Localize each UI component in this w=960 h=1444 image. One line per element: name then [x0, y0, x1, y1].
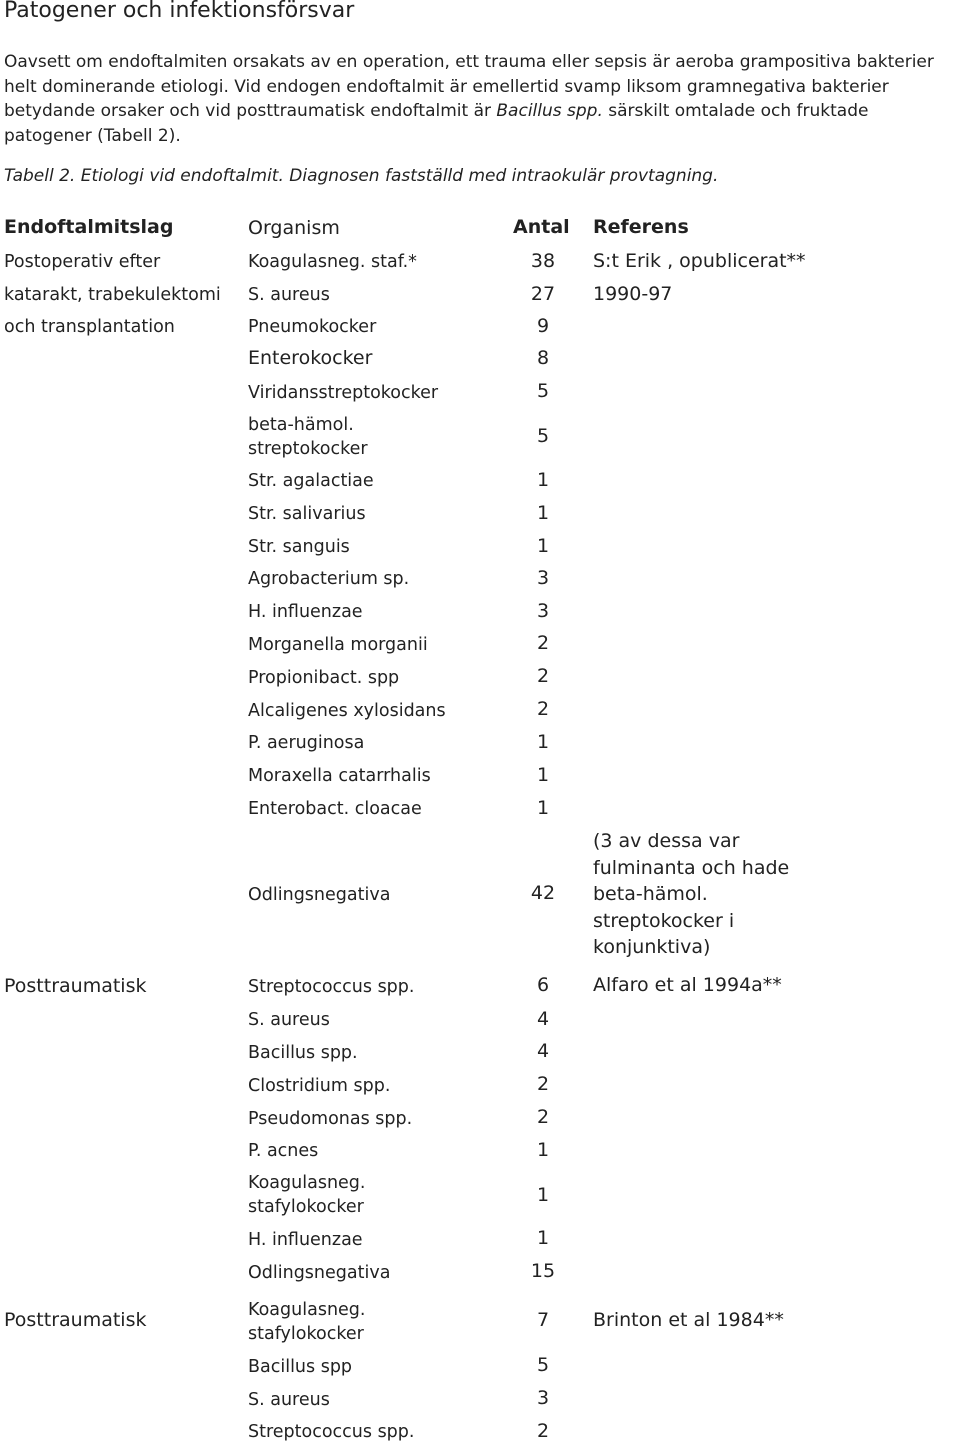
group1-count: 1	[536, 797, 550, 819]
group1-organism: beta-hämol. streptokocker	[248, 415, 368, 459]
group1-organism: Agrobacterium sp.	[248, 569, 410, 589]
group1-organism: Pneumokocker	[248, 317, 377, 337]
group1-type-line3: och transplantation	[4, 317, 175, 337]
group2-organism: Bacillus spp.	[248, 1043, 358, 1063]
group3-organism: Bacillus spp	[248, 1357, 353, 1377]
group1-count: 1	[536, 764, 550, 786]
group1-reference-line2: 1990-97	[593, 283, 673, 305]
group1-count: 5	[536, 425, 550, 447]
group1-organism: Enterokocker	[248, 347, 373, 369]
group2-count: 2	[536, 1073, 550, 1095]
group2-type: Posttraumatisk	[4, 975, 147, 997]
group1-organism: Moraxella catarrhalis	[248, 766, 431, 786]
group1-organism: Str. sanguis	[248, 537, 350, 557]
group1-organism: Morganella morganii	[248, 635, 428, 655]
group2-count: 15	[530, 1260, 556, 1282]
group1-count: 1	[536, 469, 550, 491]
group1-count: 3	[536, 600, 550, 622]
header-count: Antal	[513, 216, 570, 238]
group2-count: 1	[536, 1227, 550, 1249]
group3-organism: S. aureus	[248, 1390, 330, 1410]
group1-count: 2	[536, 632, 550, 654]
group1-count: 42	[530, 882, 556, 904]
group2-organism: Streptococcus spp.	[248, 977, 415, 997]
group1-organism: Str. salivarius	[248, 504, 366, 524]
group1-count: 27	[530, 283, 556, 305]
group1-organism: H. influenzae	[248, 602, 363, 622]
intro-italic-genus: Bacillus spp.	[496, 101, 603, 121]
group1-count: 9	[536, 315, 550, 337]
group3-count: 2	[536, 1420, 550, 1442]
group2-organism: P. acnes	[248, 1141, 319, 1161]
group2-organism: Koagulasneg. stafylokocker	[248, 1173, 366, 1217]
table-caption: Tabell 2. Etiologi vid endoftalmit. Diagnosen fastställd med intraokulär provtagning.	[4, 166, 719, 186]
group1-count: 2	[536, 665, 550, 687]
group1-count: 1	[536, 731, 550, 753]
group2-count: 4	[536, 1008, 550, 1030]
group1-note: (3 av dessa var fulminanta och hade beta-hämol. streptokocker i konjunktiva)	[593, 830, 790, 958]
group1-count: 3	[536, 567, 550, 589]
group1-count: 1	[536, 502, 550, 524]
group2-count: 1	[536, 1139, 550, 1161]
group2-count: 4	[536, 1040, 550, 1062]
header-reference: Referens	[593, 216, 689, 238]
group3-reference: Brinton et al 1984**	[593, 1309, 784, 1331]
group3-type: Posttraumatisk	[4, 1309, 147, 1331]
header-organism: Organism	[248, 217, 340, 239]
intro-paragraph	[4, 50, 956, 148]
group2-organism: Odlingsnegativa	[248, 1263, 391, 1283]
group1-type-line2: katarakt, trabekulektomi	[4, 285, 221, 305]
group3-organism: Koagulasneg. stafylokocker	[248, 1300, 366, 1344]
group2-count: 1	[536, 1184, 550, 1206]
group1-count: 8	[536, 347, 550, 369]
group1-count: 5	[536, 380, 550, 402]
group3-organism: Streptococcus spp.	[248, 1422, 415, 1442]
group3-count: 3	[536, 1387, 550, 1409]
header-type: Endoftalmitslag	[4, 216, 174, 238]
group1-organism: P. aeruginosa	[248, 733, 365, 753]
group2-count: 6	[536, 974, 550, 996]
group2-organism: S. aureus	[248, 1010, 330, 1030]
group1-organism: Propionibact. spp	[248, 668, 400, 688]
group2-reference: Alfaro et al 1994a**	[593, 974, 782, 996]
group1-organism: Odlingsnegativa	[248, 885, 391, 905]
group1-organism: S. aureus	[248, 285, 330, 305]
group1-count: 38	[530, 250, 556, 272]
group1-organism: Enterobact. cloacae	[248, 799, 422, 819]
group2-count: 2	[536, 1106, 550, 1128]
group1-count: 2	[536, 698, 550, 720]
group1-organism: Viridansstreptokocker	[248, 383, 439, 403]
group1-organism: Str. agalactiae	[248, 471, 374, 491]
group1-reference-line1: S:t Erik , opublicerat**	[593, 250, 806, 272]
group1-count: 1	[536, 535, 550, 557]
intro-text-2: särskilt omtalade och fruktade patogener (Tabell 2).	[4, 101, 869, 146]
group3-count: 5	[536, 1354, 550, 1376]
group2-organism: Pseudomonas spp.	[248, 1109, 413, 1129]
group1-type-line1: Postoperativ efter	[4, 252, 161, 272]
group1-organism: Alcaligenes xylosidans	[248, 701, 446, 721]
group3-count: 7	[536, 1309, 550, 1331]
group1-organism: Koagulasneg. staf.*	[248, 252, 417, 272]
group2-organism: Clostridium spp.	[248, 1076, 391, 1096]
group2-organism: H. influenzae	[248, 1230, 363, 1250]
intro-text-1: Oavsett om endoftalmiten orsakats av en operation, ett trauma eller sepsis är aeroba grampositiva bakterier helt dominerande etiologi. Vid endogen endoftalmit är emellertid svamp liksom gramnegativa bakterier betydande orsaker och vid posttraumatisk endoftalmit är	[4, 52, 934, 121]
page-title: Patogener och infektionsförsvar	[4, 0, 355, 23]
